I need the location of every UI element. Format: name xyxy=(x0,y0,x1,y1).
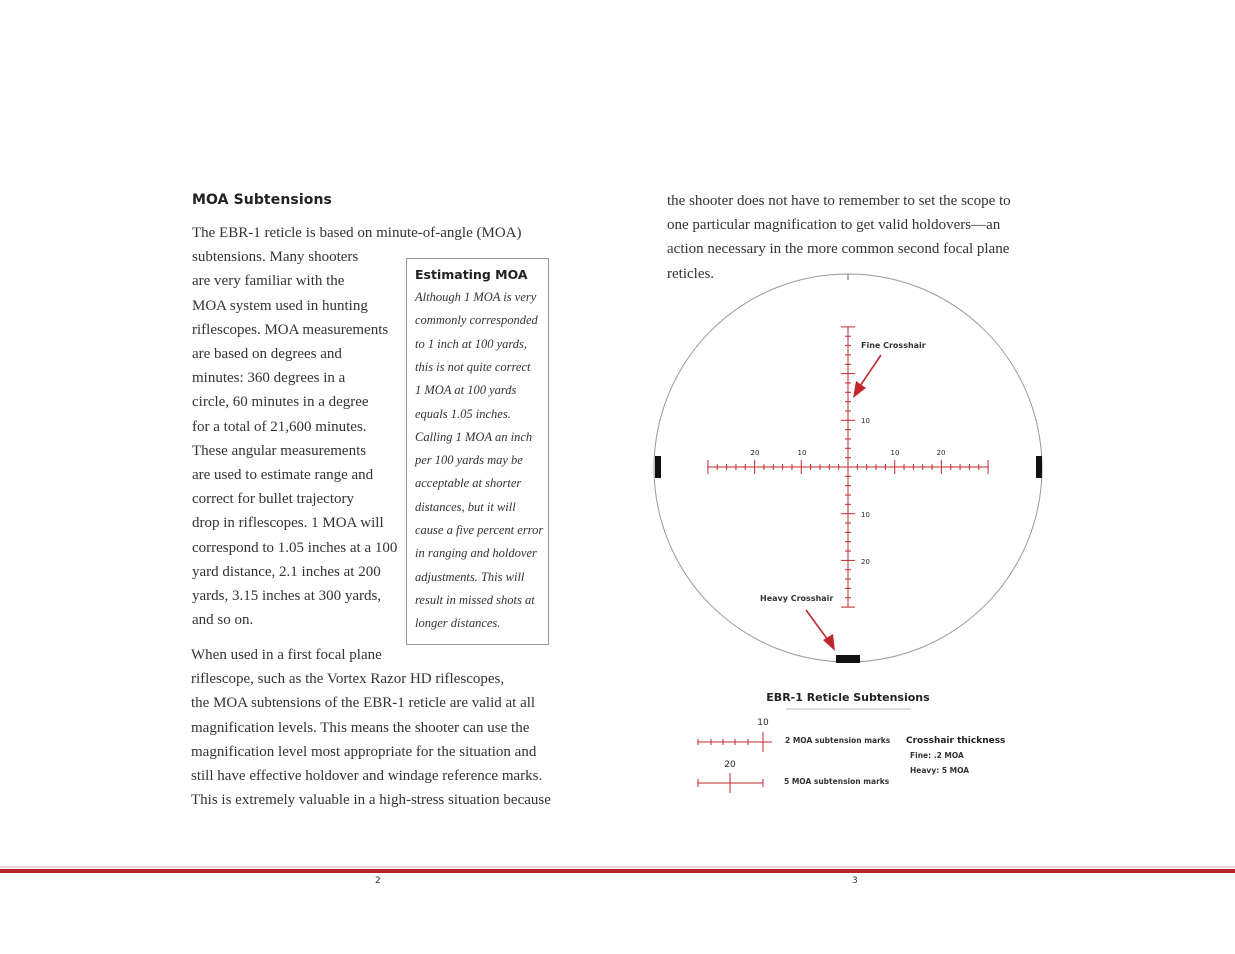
body-text-line: action necessary in the more common second focal plane xyxy=(667,241,1010,258)
sidebar-text-line: this is not quite correct xyxy=(415,359,531,374)
page-number-right: 3 xyxy=(852,876,858,886)
body-text-line: MOA system used in hunting xyxy=(192,297,368,314)
body-text-line: one particular magnification to get valid holdovers—an xyxy=(667,217,1001,234)
heavy-post-left xyxy=(655,456,661,478)
legend-number-10: 10 xyxy=(757,718,769,728)
sidebar-text-line: to 1 inch at 100 yards, xyxy=(415,336,528,351)
section-heading: MOA Subtensions xyxy=(192,192,332,208)
body-text-line: This is extremely valuable in a high-stress situation because xyxy=(191,792,551,809)
sidebar-text-line: distances, but it will xyxy=(415,499,516,514)
fine-crosshair-label: Fine Crosshair xyxy=(861,341,926,350)
heavy-post-right xyxy=(1036,456,1042,478)
sidebar-text-line: result in missed shots at xyxy=(415,592,535,607)
h-label-left-10: 10 xyxy=(797,449,807,457)
page-number-left: 2 xyxy=(375,876,381,886)
body-text-line: magnification levels. This means the shooter can use the xyxy=(191,719,530,736)
body-text-line: are based on degrees and xyxy=(192,346,342,362)
reticle-crosshair xyxy=(708,327,988,607)
legend-title: EBR-1 Reticle Subtensions xyxy=(766,691,930,704)
body-text-line: drop in riflescopes. 1 MOA will xyxy=(192,515,384,532)
body-text-line: correspond to 1.05 inches at a 100 xyxy=(192,539,398,556)
sidebar-text-line: commonly corresponded xyxy=(415,313,538,328)
body-text-line: and so on. xyxy=(192,612,254,629)
h-label-right-20: 20 xyxy=(936,449,946,457)
h-label-left-20: 20 xyxy=(750,449,760,457)
body-text-line: for a total of 21,600 minutes. xyxy=(192,418,367,435)
v-label-top-10: 10 xyxy=(861,417,870,425)
sidebar-text-line: adjustments. This will xyxy=(415,569,525,584)
sidebar-text-line: in ranging and holdover xyxy=(415,546,537,561)
sidebar-text-line: cause a five percent error xyxy=(415,523,544,537)
fine-crosshair-arrow xyxy=(853,355,881,398)
sidebar-text-line: per 100 yards may be xyxy=(415,453,523,468)
sidebar-text-line: 1 MOA at 100 yards xyxy=(415,383,517,398)
body-text-line: are used to estimate range and xyxy=(192,467,374,483)
h-label-right-10: 10 xyxy=(890,449,900,457)
heavy-post-bottom xyxy=(836,655,860,663)
sidebar-text-line: equals 1.05 inches. xyxy=(415,406,511,421)
sidebar-text-line: Calling 1 MOA an inch xyxy=(415,429,533,444)
body-text-line: correct for bullet trajectory xyxy=(192,491,354,508)
footer-rule xyxy=(0,866,1235,874)
body-text-line: still have effective holdover and windage reference marks. xyxy=(191,768,543,784)
sidebar-title: Estimating MOA xyxy=(415,267,528,282)
body-text-line: The EBR-1 reticle is based on minute-of-angle (MOA) xyxy=(192,225,522,241)
thickness-heavy: Heavy: 5 MOA xyxy=(910,766,970,775)
body-text-line: the MOA subtensions of the EBR-1 reticle are valid at all xyxy=(191,695,536,712)
legend-number-20: 20 xyxy=(724,760,736,770)
body-text-line: circle, 60 minutes in a degree xyxy=(192,394,369,411)
legend-5moa-sample xyxy=(698,773,763,793)
v-label-bottom-20: 20 xyxy=(861,558,870,566)
body-text-line: When used in a first focal plane xyxy=(191,647,382,663)
body-text-line: reticles. xyxy=(667,265,715,282)
sidebar-text-line: longer distances. xyxy=(415,616,501,631)
thickness-title: Crosshair thickness xyxy=(906,736,1006,746)
body-text-line: are very familiar with the xyxy=(192,273,345,290)
legend-5moa-label: 5 MOA subtension marks xyxy=(784,777,890,786)
body-text-line: the shooter does not have to remember to set the scope to xyxy=(667,193,1011,209)
heavy-crosshair-label: Heavy Crosshair xyxy=(760,594,834,603)
body-text-line: riflescope, such as the Vortex Razor HD riflescopes, xyxy=(191,671,505,688)
body-text-line: subtensions. Many shooters xyxy=(192,249,359,266)
body-text-line: riflescopes. MOA measurements xyxy=(192,321,389,338)
body-text-line: minutes: 360 degrees in a xyxy=(192,370,346,387)
legend-2moa-sample xyxy=(698,732,772,752)
body-text-line: yards, 3.15 inches at 300 yards, xyxy=(192,588,382,604)
v-label-bottom-10: 10 xyxy=(861,511,870,519)
body-text-line: magnification level most appropriate for the situation and xyxy=(191,743,537,760)
body-text-line: yard distance, 2.1 inches at 200 xyxy=(192,563,381,580)
thickness-fine: Fine: .2 MOA xyxy=(910,751,964,760)
sidebar-text-line: acceptable at shorter xyxy=(415,476,522,491)
heavy-crosshair-arrow xyxy=(806,610,835,651)
legend-2moa-label: 2 MOA subtension marks xyxy=(785,736,891,745)
sidebar-text-line: Although 1 MOA is very xyxy=(415,290,537,304)
body-text-line: These angular measurements xyxy=(192,442,367,459)
